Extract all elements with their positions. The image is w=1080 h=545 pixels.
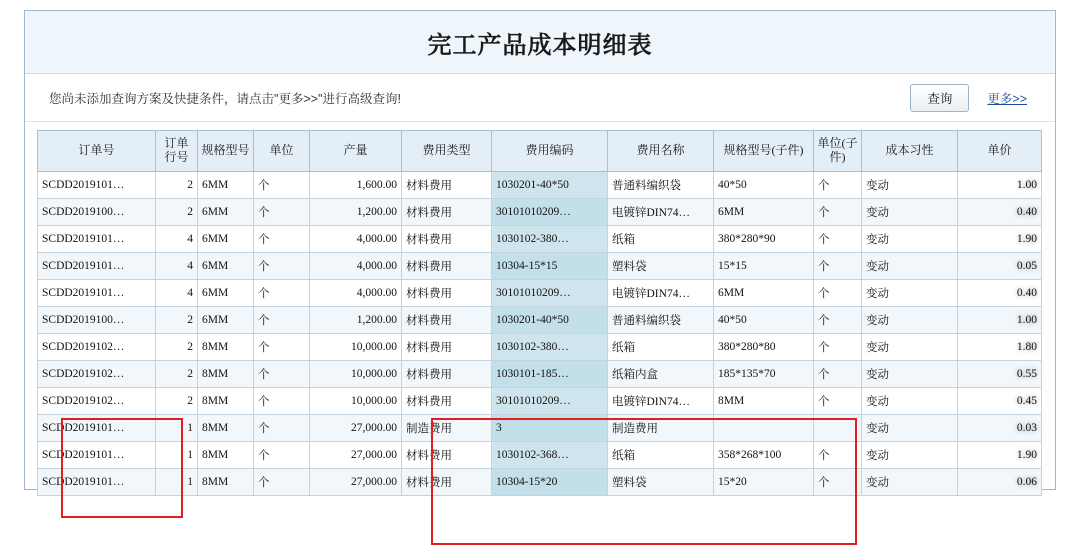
cell-fee-code: 1030102-368… xyxy=(492,442,608,469)
cell-child-unit: 个 xyxy=(814,280,862,307)
cell-fee-name: 普通料编织袋 xyxy=(608,307,714,334)
cell-fee-code: 1030201-40*50 xyxy=(492,307,608,334)
cell-line-no: 4 xyxy=(156,226,198,253)
cell-order-no: SCDD2019102… xyxy=(38,361,156,388)
cell-fee-name: 电镀锌DIN74… xyxy=(608,280,714,307)
cell-child-unit: 个 xyxy=(814,307,862,334)
cell-order-no: SCDD2019101… xyxy=(38,226,156,253)
cell-order-no: SCDD2019102… xyxy=(38,388,156,415)
cell-child-unit: 个 xyxy=(814,334,862,361)
cell-fee-name: 塑料袋 xyxy=(608,253,714,280)
cell-fee-code: 30101010209… xyxy=(492,388,608,415)
more-link[interactable]: 更多>> xyxy=(987,91,1027,106)
table-row[interactable] xyxy=(38,469,1042,496)
cell-output: 1,600.00 xyxy=(310,172,402,199)
cell-cost-nature: 变动 xyxy=(862,307,958,334)
cell-fee-type: 材料费用 xyxy=(402,361,492,388)
cell-unit: 个 xyxy=(254,280,310,307)
cell-child-spec: 40*50 xyxy=(714,307,814,334)
cell-unit: 个 xyxy=(254,226,310,253)
cell-price: 0.40 xyxy=(958,280,1042,307)
cell-fee-type: 材料费用 xyxy=(402,334,492,361)
cell-cost-nature: 变动 xyxy=(862,253,958,280)
cell-order-no: SCDD2019101… xyxy=(38,415,156,442)
col-header-fee-code[interactable]: 费用编码 xyxy=(492,131,608,172)
cell-price: 0.06 xyxy=(958,469,1042,496)
cell-fee-name: 电镀锌DIN74… xyxy=(608,388,714,415)
cell-child-unit: 个 xyxy=(814,442,862,469)
page-title: 完工产品成本明细表 xyxy=(427,32,653,59)
cell-price: 1.90 xyxy=(958,442,1042,469)
cell-child-spec: 380*280*80 xyxy=(714,334,814,361)
cell-fee-code: 30101010209… xyxy=(492,199,608,226)
cell-fee-name: 纸箱 xyxy=(608,442,714,469)
cell-unit: 个 xyxy=(254,307,310,334)
cell-spec: 6MM xyxy=(198,199,254,226)
cell-spec: 6MM xyxy=(198,307,254,334)
cell-unit: 个 xyxy=(254,199,310,226)
cell-cost-nature: 变动 xyxy=(862,469,958,496)
table-row[interactable] xyxy=(38,442,1042,469)
col-header-spec[interactable]: 规格型号 xyxy=(198,131,254,172)
cell-line-no: 2 xyxy=(156,307,198,334)
cell-price: 0.45 xyxy=(958,388,1042,415)
cell-fee-code: 1030201-40*50 xyxy=(492,172,608,199)
table-header-row xyxy=(38,131,1042,172)
cell-output: 4,000.00 xyxy=(310,280,402,307)
cell-output: 10,000.00 xyxy=(310,361,402,388)
cell-output: 4,000.00 xyxy=(310,253,402,280)
col-header-price[interactable]: 单价 xyxy=(958,131,1042,172)
cell-fee-code: 10304-15*20 xyxy=(492,469,608,496)
title-bar xyxy=(25,11,1055,74)
cell-line-no: 2 xyxy=(156,199,198,226)
cell-order-no: SCDD2019101… xyxy=(38,172,156,199)
cell-spec: 8MM xyxy=(198,469,254,496)
cell-fee-type: 材料费用 xyxy=(402,172,492,199)
cell-fee-code: 1030102-380… xyxy=(492,334,608,361)
cell-output: 27,000.00 xyxy=(310,469,402,496)
table-row[interactable] xyxy=(38,199,1042,226)
cell-cost-nature: 变动 xyxy=(862,388,958,415)
cell-spec: 6MM xyxy=(198,253,254,280)
cell-child-spec: 185*135*70 xyxy=(714,361,814,388)
cell-price: 1.00 xyxy=(958,307,1042,334)
col-header-output[interactable]: 产量 xyxy=(310,131,402,172)
cell-price: 0.40 xyxy=(958,199,1042,226)
col-header-unit[interactable]: 单位 xyxy=(254,131,310,172)
cell-order-no: SCDD2019101… xyxy=(38,469,156,496)
cell-fee-name: 纸箱 xyxy=(608,334,714,361)
cell-spec: 6MM xyxy=(198,172,254,199)
cell-line-no: 2 xyxy=(156,361,198,388)
cell-output: 27,000.00 xyxy=(310,415,402,442)
col-header-fee-name[interactable]: 费用名称 xyxy=(608,131,714,172)
cell-fee-name: 制造费用 xyxy=(608,415,714,442)
query-actions xyxy=(910,84,1041,112)
cell-child-spec: 358*268*100 xyxy=(714,442,814,469)
cell-spec: 8MM xyxy=(198,334,254,361)
col-header-line-no[interactable]: 订单行号 xyxy=(156,131,198,172)
cell-line-no: 4 xyxy=(156,253,198,280)
table-body xyxy=(38,172,1042,496)
cell-fee-type: 材料费用 xyxy=(402,226,492,253)
cell-child-spec: 380*280*90 xyxy=(714,226,814,253)
cost-detail-table xyxy=(37,130,1042,496)
cell-child-unit: 个 xyxy=(814,469,862,496)
cell-order-no: SCDD2019101… xyxy=(38,442,156,469)
cell-price: 1.80 xyxy=(958,334,1042,361)
cell-unit: 个 xyxy=(254,253,310,280)
cell-fee-type: 材料费用 xyxy=(402,442,492,469)
cell-output: 27,000.00 xyxy=(310,442,402,469)
cell-output: 1,200.00 xyxy=(310,307,402,334)
cell-order-no: SCDD2019101… xyxy=(38,253,156,280)
cell-price: 0.55 xyxy=(958,361,1042,388)
cell-child-unit: 个 xyxy=(814,388,862,415)
col-header-child-unit[interactable]: 单位(子件) xyxy=(814,131,862,172)
cell-unit: 个 xyxy=(254,469,310,496)
cell-output: 1,200.00 xyxy=(310,199,402,226)
cell-order-no: SCDD2019102… xyxy=(38,334,156,361)
cell-child-unit xyxy=(814,415,862,442)
cell-spec: 8MM xyxy=(198,361,254,388)
cell-child-spec: 8MM xyxy=(714,388,814,415)
report-frame xyxy=(24,10,1056,490)
table-row[interactable] xyxy=(38,334,1042,361)
cell-line-no: 4 xyxy=(156,280,198,307)
cell-fee-type: 材料费用 xyxy=(402,253,492,280)
cell-fee-type: 材料费用 xyxy=(402,199,492,226)
cell-fee-code: 3 xyxy=(492,415,608,442)
cell-fee-type: 材料费用 xyxy=(402,388,492,415)
cell-fee-code: 10304-15*15 xyxy=(492,253,608,280)
cell-child-unit: 个 xyxy=(814,172,862,199)
cell-spec: 8MM xyxy=(198,415,254,442)
cell-cost-nature: 变动 xyxy=(862,172,958,199)
cell-fee-name: 纸箱 xyxy=(608,226,714,253)
table-row[interactable] xyxy=(38,307,1042,334)
cell-line-no: 2 xyxy=(156,172,198,199)
cell-fee-type: 材料费用 xyxy=(402,307,492,334)
cell-unit: 个 xyxy=(254,388,310,415)
cell-fee-name: 电镀锌DIN74… xyxy=(608,199,714,226)
col-header-fee-type[interactable]: 费用类型 xyxy=(402,131,492,172)
cell-fee-name: 普通料编织袋 xyxy=(608,172,714,199)
cell-cost-nature: 变动 xyxy=(862,415,958,442)
query-hint-text: 您尚未添加查询方案及快捷条件，请点击"更多>>"进行高级查询! xyxy=(49,91,401,106)
cell-line-no: 2 xyxy=(156,388,198,415)
table-container xyxy=(25,122,1055,496)
cell-fee-code: 1030102-380… xyxy=(492,226,608,253)
cell-spec: 8MM xyxy=(198,442,254,469)
cell-fee-type: 制造费用 xyxy=(402,415,492,442)
cell-unit: 个 xyxy=(254,172,310,199)
cell-line-no: 2 xyxy=(156,334,198,361)
cell-spec: 6MM xyxy=(198,280,254,307)
table-row[interactable] xyxy=(38,415,1042,442)
cell-output: 4,000.00 xyxy=(310,226,402,253)
cell-child-unit: 个 xyxy=(814,253,862,280)
cell-cost-nature: 变动 xyxy=(862,226,958,253)
cell-order-no: SCDD2019100… xyxy=(38,199,156,226)
cell-order-no: SCDD2019100… xyxy=(38,307,156,334)
cell-output: 10,000.00 xyxy=(310,388,402,415)
cell-line-no: 1 xyxy=(156,442,198,469)
cell-unit: 个 xyxy=(254,361,310,388)
cell-output: 10,000.00 xyxy=(310,334,402,361)
cell-child-unit: 个 xyxy=(814,361,862,388)
cell-cost-nature: 变动 xyxy=(862,280,958,307)
cell-fee-name: 纸箱内盒 xyxy=(608,361,714,388)
cell-child-spec: 15*15 xyxy=(714,253,814,280)
table-row[interactable] xyxy=(38,388,1042,415)
cell-price: 1.90 xyxy=(958,226,1042,253)
cell-unit: 个 xyxy=(254,334,310,361)
col-header-child-spec[interactable]: 规格型号(子件) xyxy=(714,131,814,172)
cell-child-unit: 个 xyxy=(814,199,862,226)
cell-child-spec: 15*20 xyxy=(714,469,814,496)
cell-child-unit: 个 xyxy=(814,226,862,253)
cell-price: 1.00 xyxy=(958,172,1042,199)
query-bar xyxy=(25,74,1055,122)
cell-cost-nature: 变动 xyxy=(862,361,958,388)
cell-line-no: 1 xyxy=(156,415,198,442)
table-row[interactable] xyxy=(38,361,1042,388)
cell-line-no: 1 xyxy=(156,469,198,496)
cell-unit: 个 xyxy=(254,415,310,442)
query-button[interactable]: 查询 xyxy=(910,84,969,112)
cell-price: 0.05 xyxy=(958,253,1042,280)
cell-child-spec: 6MM xyxy=(714,199,814,226)
cell-child-spec xyxy=(714,415,814,442)
cell-cost-nature: 变动 xyxy=(862,199,958,226)
cell-unit: 个 xyxy=(254,442,310,469)
cell-child-spec: 6MM xyxy=(714,280,814,307)
cell-cost-nature: 变动 xyxy=(862,334,958,361)
cell-fee-name: 塑料袋 xyxy=(608,469,714,496)
cell-cost-nature: 变动 xyxy=(862,442,958,469)
cell-child-spec: 40*50 xyxy=(714,172,814,199)
table-row[interactable] xyxy=(38,253,1042,280)
table-row[interactable] xyxy=(38,226,1042,253)
cell-spec: 6MM xyxy=(198,226,254,253)
cell-order-no: SCDD2019101… xyxy=(38,280,156,307)
cell-fee-code: 1030101-185… xyxy=(492,361,608,388)
cell-fee-type: 材料费用 xyxy=(402,280,492,307)
table-row[interactable] xyxy=(38,280,1042,307)
cell-price: 0.03 xyxy=(958,415,1042,442)
cell-spec: 8MM xyxy=(198,388,254,415)
cell-fee-type: 材料费用 xyxy=(402,469,492,496)
cell-fee-code: 30101010209… xyxy=(492,280,608,307)
table-row[interactable] xyxy=(38,172,1042,199)
col-header-order-no[interactable]: 订单号 xyxy=(38,131,156,172)
col-header-cost-nature[interactable]: 成本习性 xyxy=(862,131,958,172)
